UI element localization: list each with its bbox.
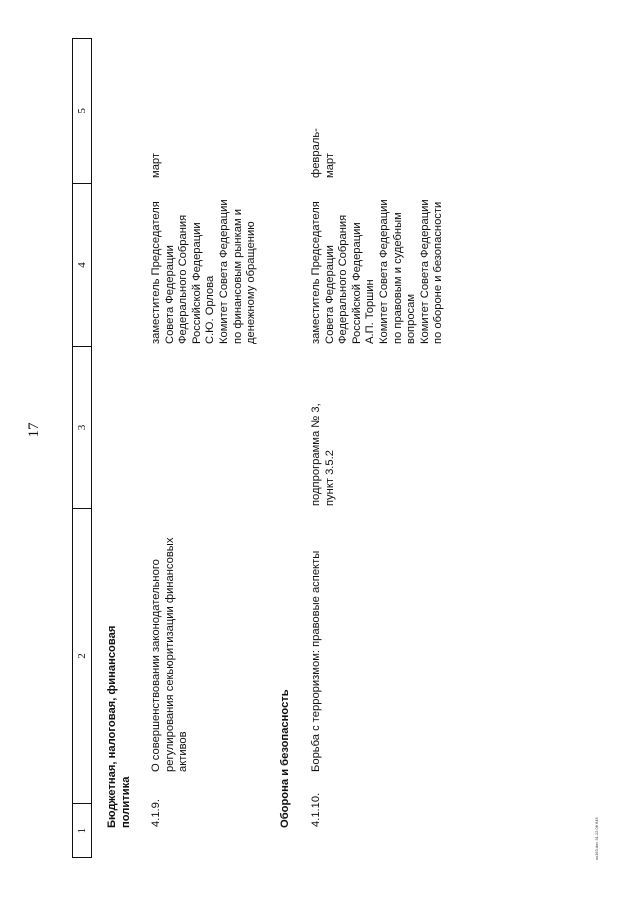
column-header-5: 5 — [73, 39, 91, 184]
entry-number: 4.1.10. — [310, 792, 322, 827]
column-header-4: 4 — [73, 184, 91, 348]
table-header-row — [72, 38, 92, 858]
page-number: 17 — [26, 422, 42, 438]
section-title-budget: Бюджетная, налоговая, финансовая политика — [106, 625, 132, 828]
entry-deadline: февраль- март — [310, 128, 336, 178]
entry-title: Борьба с терроризмом: правовые аспекты — [310, 550, 322, 772]
entry-deadline: март — [150, 152, 162, 178]
footer-stamp: vv163.doc 31.12.06 645 — [594, 817, 599, 860]
section-title-defense: Оборона и безопасность — [279, 689, 291, 828]
entry-reference: подпрограмма № 3, пункт 3.5.2 — [310, 403, 336, 506]
column-header-1: 1 — [76, 827, 88, 834]
entry-responsible: заместитель Председателя Совета Федерации Федерального Собрания Российской Федерации С.Ю. Орлова Комитет Совета Федерации по финансовым рынкам и денежному обращению — [150, 199, 258, 344]
entry-number: 4.1.9. — [150, 799, 162, 827]
plan-table — [72, 38, 612, 858]
entry-responsible: заместитель Председателя Совета Федерации Федерального Собрания Российской Федерации А.П. Торшин Комитет Совета Федерации по правовым и судебным вопросам Комитет Совета Федерации по обороне и безопасности — [310, 199, 445, 344]
column-header-2: 2 — [73, 509, 91, 804]
column-header-3: 3 — [73, 347, 91, 509]
entry-title: О совершенствовании законодательного регулирования секьюритизации финансовых активов — [150, 537, 190, 772]
